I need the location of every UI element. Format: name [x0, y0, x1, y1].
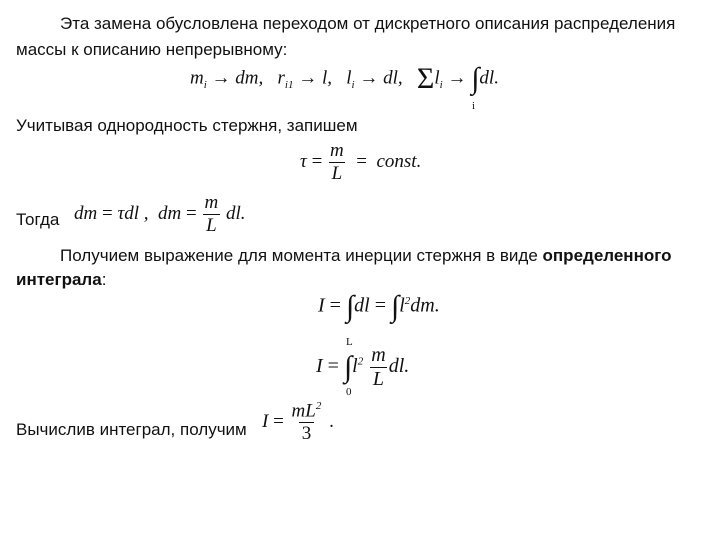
- paragraph-3-line-1: Получием выражение для момента инерции стержня в виде определенного: [60, 246, 672, 265]
- sum-index: i: [472, 100, 476, 112]
- paragraph-1-line-1: Эта замена обусловлена переходом от дискретного описания распределения: [60, 14, 676, 33]
- upper-limit: L: [346, 336, 353, 348]
- formula-dm: dm = τdl , dm = $\frac{m}{L}$ dl.: [74, 192, 246, 236]
- formula-linear-density: τ = $\frac{m}{L}$ = const.: [300, 140, 422, 184]
- formula-result: I = $\frac{mL^2}{3}$ .: [262, 400, 334, 445]
- paragraph-1-line-2: массы к описанию непрерывному:: [16, 40, 288, 59]
- formula-moment-integral: $I = \int dl = \int l^2dm$.: [318, 290, 440, 323]
- paragraph-4: Вычислив интеграл, получим: [16, 420, 247, 439]
- then-label: Тогда: [16, 210, 60, 229]
- formula-mass-substitution: $m_i$ → dm, $r_{i1} \to l$, $l_i$ → dl, $\Sigma l_i \to \int dl$.: [190, 62, 499, 95]
- formula-definite-integral: $I = \int l^2$ $\frac{m}{L}$ dl.: [316, 344, 410, 390]
- paragraph-2: Учитывая однородность стержня, запишем: [16, 116, 358, 135]
- lower-limit: 0: [346, 386, 352, 398]
- paragraph-3-line-2: интеграла:: [16, 270, 107, 289]
